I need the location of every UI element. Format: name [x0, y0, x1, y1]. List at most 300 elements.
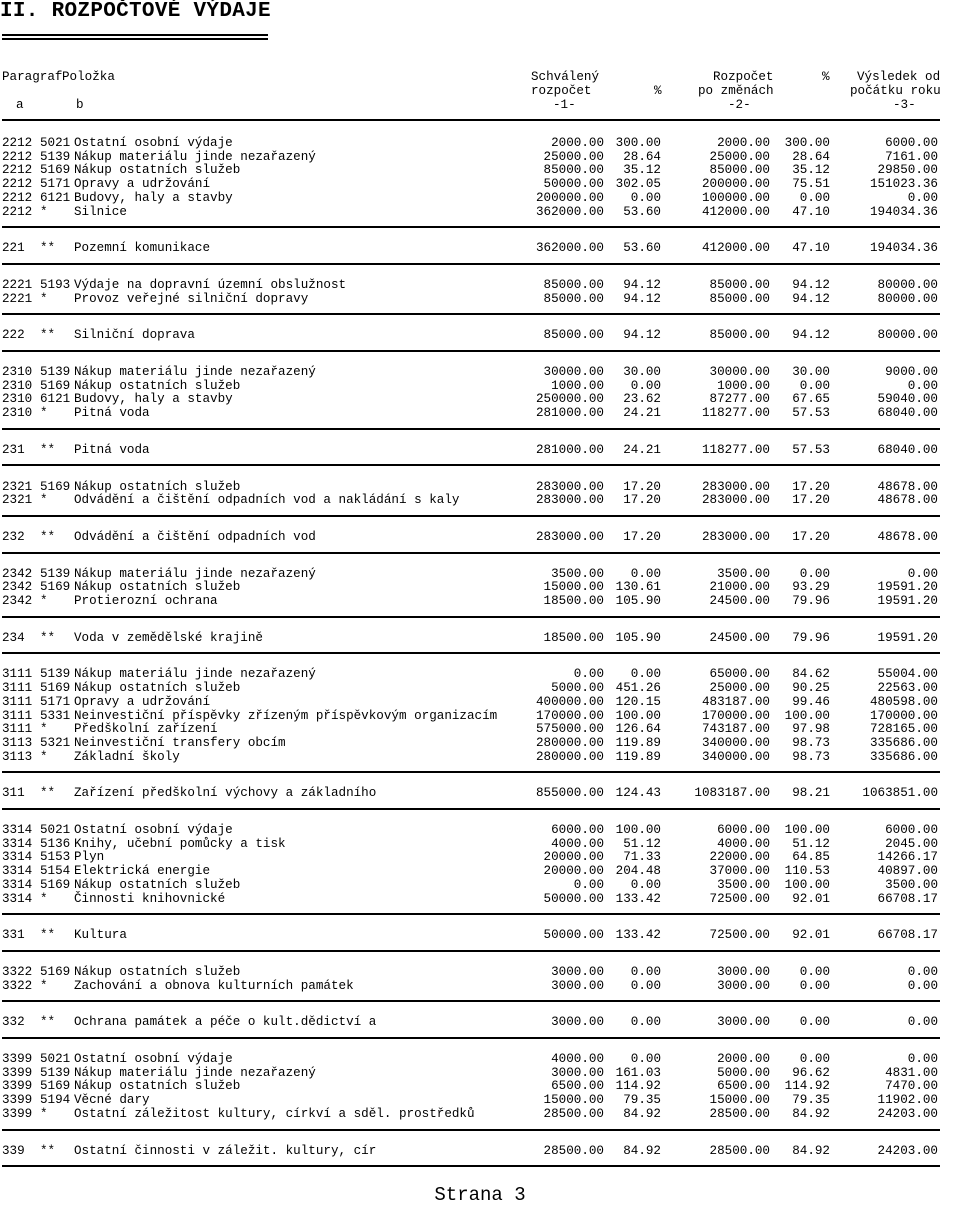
paragraf-cell: 3314: [2, 850, 33, 865]
pct2-cell: 0.00: [799, 378, 830, 393]
schvaleny-cell: 1000.00: [551, 378, 604, 393]
polozka-cell: 5171: [40, 177, 71, 192]
header-po-zmenach: po změnách: [698, 84, 774, 98]
polozka-cell: *: [40, 978, 48, 993]
polozka-cell: **: [40, 442, 56, 457]
group-total-row: [0, 443, 960, 457]
paragraf-cell: 2310: [2, 406, 33, 421]
pct2-cell: 300.00: [784, 136, 830, 150]
paragraf-cell: 2321: [2, 493, 33, 508]
vysledek-cell: 2045.00: [885, 836, 938, 851]
pct2-cell: 0.00: [799, 1015, 830, 1030]
vysledek-cell: 40897.00: [877, 864, 938, 879]
subtotal-row: [0, 979, 960, 993]
vysledek-cell: 19591.20: [877, 594, 938, 608]
paragraf-cell: 3111: [2, 708, 33, 723]
table-row: [0, 379, 960, 393]
item-name-cell: Opravy a udržování: [74, 177, 211, 192]
subtotal-row: [0, 892, 960, 906]
paragraf-cell: 3314: [2, 891, 33, 906]
pct2-cell: 64.85: [792, 850, 830, 865]
schvaleny-cell: 0.00: [573, 667, 604, 682]
polozka-cell: 5021: [40, 823, 71, 837]
pct1-cell: 51.12: [623, 836, 661, 851]
schvaleny-cell: 20000.00: [543, 850, 604, 865]
schvaleny-cell: 85000.00: [543, 291, 604, 306]
rozpocet-zmeny-cell: 3000.00: [717, 964, 770, 979]
paragraf-cell: 2212: [2, 136, 33, 150]
schvaleny-cell: 400000.00: [535, 694, 604, 709]
pct1-cell: 28.64: [623, 149, 661, 164]
subtotal-row: [0, 292, 960, 306]
pct1-cell: 105.90: [615, 594, 661, 608]
schvaleny-cell: 281000.00: [535, 442, 604, 457]
polozka-cell: 5139: [40, 1065, 71, 1080]
schvaleny-cell: 28500.00: [543, 1106, 604, 1121]
polozka-cell: **: [40, 1143, 56, 1158]
pct1-cell: 0.00: [630, 667, 661, 682]
pct2-cell: 94.12: [792, 328, 830, 343]
polozka-cell: 5169: [40, 163, 71, 178]
pct2-cell: 47.10: [792, 204, 830, 219]
paragraf-cell: 3314: [2, 836, 33, 851]
header-col-3: -3-: [893, 98, 916, 112]
schvaleny-cell: 4000.00: [551, 1052, 604, 1066]
paragraf-cell: 234: [2, 630, 25, 645]
paragraf-cell: 3399: [2, 1093, 33, 1108]
pct1-cell: 24.21: [623, 406, 661, 421]
paragraf-cell: 2342: [2, 580, 33, 595]
rozpocet-zmeny-cell: 72500.00: [709, 928, 770, 943]
rozpocet-zmeny-cell: 1000.00: [717, 378, 770, 393]
table-row: [0, 1052, 960, 1066]
paragraf-cell: 2212: [2, 163, 33, 178]
polozka-cell: *: [40, 594, 48, 608]
schvaleny-cell: 15000.00: [543, 1093, 604, 1108]
rozpocet-zmeny-cell: 25000.00: [709, 681, 770, 696]
item-name-cell: Nákup ostatních služeb: [74, 681, 241, 696]
pct1-cell: 53.60: [623, 241, 661, 256]
polozka-cell: 5169: [40, 964, 71, 979]
pct2-cell: 99.46: [792, 694, 830, 709]
vysledek-cell: 335686.00: [869, 735, 938, 750]
table-row: [0, 667, 960, 681]
pct2-cell: 84.62: [792, 667, 830, 682]
paragraf-cell: 3111: [2, 694, 33, 709]
vysledek-cell: 728165.00: [869, 722, 938, 737]
paragraf-cell: 3322: [2, 978, 33, 993]
title-underline: [2, 38, 268, 40]
polozka-cell: *: [40, 891, 48, 906]
item-name-cell: Protierozní ochrana: [74, 594, 218, 608]
item-name-cell: Nákup materiálu jinde nezařazený: [74, 667, 316, 682]
pct2-cell: 93.29: [792, 580, 830, 595]
group-total-row: [0, 928, 960, 942]
schvaleny-cell: 28500.00: [543, 1143, 604, 1158]
item-name-cell: Ostatní osobní výdaje: [74, 823, 233, 837]
pct2-cell: 30.00: [792, 365, 830, 379]
vysledek-cell: 6000.00: [885, 823, 938, 837]
vysledek-cell: 1063851.00: [862, 786, 938, 801]
item-name-cell: Plyn: [74, 850, 105, 865]
paragraf-cell: 2212: [2, 149, 33, 164]
rozpocet-zmeny-cell: 28500.00: [709, 1143, 770, 1158]
polozka-cell: **: [40, 928, 56, 943]
schvaleny-cell: 283000.00: [535, 479, 604, 494]
pct2-cell: 17.20: [792, 529, 830, 544]
vysledek-cell: 335686.00: [869, 749, 938, 764]
paragraf-cell: 3399: [2, 1065, 33, 1080]
polozka-cell: *: [40, 291, 48, 306]
item-name-cell: Neinvestiční příspěvky zřízeným příspěvkovým organizacím: [74, 708, 498, 723]
schvaleny-cell: 18500.00: [543, 594, 604, 608]
group-total-row: [0, 1144, 960, 1158]
pct1-cell: 0.00: [630, 1015, 661, 1030]
pct2-cell: 98.73: [792, 735, 830, 750]
table-row: [0, 681, 960, 695]
pct1-cell: 17.20: [623, 529, 661, 544]
schvaleny-cell: 281000.00: [535, 406, 604, 421]
pct1-cell: 79.35: [623, 1093, 661, 1108]
rozpocet-zmeny-cell: 85000.00: [709, 291, 770, 306]
paragraf-cell: 331: [2, 928, 25, 943]
table-row: [0, 837, 960, 851]
paragraf-cell: 2212: [2, 177, 33, 192]
pct2-cell: 0.00: [799, 1052, 830, 1066]
vysledek-cell: 59040.00: [877, 392, 938, 407]
polozka-cell: 5169: [40, 877, 71, 892]
pct1-cell: 0.00: [630, 566, 661, 581]
pct2-cell: 28.64: [792, 149, 830, 164]
group-separator: [2, 1000, 940, 1002]
title-underline: [2, 34, 268, 36]
polozka-cell: *: [40, 204, 48, 219]
group-separator: [2, 913, 940, 915]
polozka-cell: 6121: [40, 190, 71, 205]
pct2-cell: 35.12: [792, 163, 830, 178]
group-separator: [2, 1129, 940, 1131]
vysledek-cell: 170000.00: [869, 708, 938, 723]
polozka-cell: **: [40, 241, 56, 256]
vysledek-cell: 68040.00: [877, 406, 938, 421]
polozka-cell: *: [40, 493, 48, 508]
rozpocet-zmeny-cell: 2000.00: [717, 136, 770, 150]
schvaleny-cell: 170000.00: [535, 708, 604, 723]
pct1-cell: 133.42: [615, 928, 661, 943]
group-total-row: [0, 530, 960, 544]
vysledek-cell: 14266.17: [877, 850, 938, 865]
pct1-cell: 94.12: [623, 291, 661, 306]
rozpocet-zmeny-cell: 170000.00: [701, 708, 770, 723]
header-rule: [2, 119, 940, 121]
pct2-cell: 98.73: [792, 749, 830, 764]
schvaleny-cell: 5000.00: [551, 681, 604, 696]
item-name-cell: Pitná voda: [74, 442, 150, 457]
rozpocet-zmeny-cell: 72500.00: [709, 891, 770, 906]
rozpocet-zmeny-cell: 3500.00: [717, 566, 770, 581]
subtotal-row: [0, 722, 960, 736]
pct1-cell: 17.20: [623, 479, 661, 494]
pct2-cell: 92.01: [792, 891, 830, 906]
subtotal-row: [0, 750, 960, 764]
pct2-cell: 0.00: [799, 190, 830, 205]
rozpocet-zmeny-cell: 6000.00: [717, 823, 770, 837]
polozka-cell: 5153: [40, 850, 71, 865]
table-row: [0, 965, 960, 979]
header-pocatku-roku: počátku roku: [850, 84, 941, 98]
paragraf-cell: 3314: [2, 823, 33, 837]
polozka-cell: 5139: [40, 566, 71, 581]
paragraf-cell: 3322: [2, 964, 33, 979]
vysledek-cell: 11902.00: [877, 1093, 938, 1108]
pct1-cell: 30.00: [623, 365, 661, 379]
vysledek-cell: 19591.20: [877, 630, 938, 645]
rozpocet-zmeny-cell: 283000.00: [701, 479, 770, 494]
vysledek-cell: 19591.20: [877, 580, 938, 595]
header-pct-1: %: [654, 84, 662, 98]
table-row: [0, 177, 960, 191]
paragraf-cell: 2310: [2, 365, 33, 379]
table-row: [0, 878, 960, 892]
pct2-cell: 0.00: [799, 978, 830, 993]
schvaleny-cell: 362000.00: [535, 241, 604, 256]
table-row: [0, 567, 960, 581]
item-name-cell: Opravy a udržování: [74, 694, 211, 709]
table-row: [0, 864, 960, 878]
pct1-cell: 94.12: [623, 277, 661, 292]
polozka-cell: 5169: [40, 479, 71, 494]
item-name-cell: Činnosti knihovnické: [74, 891, 226, 906]
item-name-cell: Ochrana památek a péče o kult.dědictví a: [74, 1015, 377, 1030]
polozka-cell: 5169: [40, 378, 71, 393]
table-row: [0, 1093, 960, 1107]
pct1-cell: 84.92: [623, 1106, 661, 1121]
header-paragraf: Paragraf: [2, 70, 63, 84]
rozpocet-zmeny-cell: 24500.00: [709, 630, 770, 645]
pct1-cell: 451.26: [615, 681, 661, 696]
schvaleny-cell: 6000.00: [551, 823, 604, 837]
paragraf-cell: 2342: [2, 594, 33, 608]
table-row: [0, 709, 960, 723]
pct1-cell: 133.42: [615, 891, 661, 906]
polozka-cell: **: [40, 1015, 56, 1030]
item-name-cell: Nákup ostatních služeb: [74, 163, 241, 178]
polozka-cell: *: [40, 406, 48, 421]
item-name-cell: Nákup ostatních služeb: [74, 877, 241, 892]
pct1-cell: 120.15: [615, 694, 661, 709]
pct2-cell: 97.98: [792, 722, 830, 737]
item-name-cell: Ostatní osobní výdaje: [74, 136, 233, 150]
polozka-cell: **: [40, 786, 56, 801]
schvaleny-cell: 3000.00: [551, 978, 604, 993]
pct2-cell: 0.00: [799, 964, 830, 979]
schvaleny-cell: 85000.00: [543, 277, 604, 292]
polozka-cell: 5136: [40, 836, 71, 851]
pct1-cell: 119.89: [615, 735, 661, 750]
pct1-cell: 300.00: [615, 136, 661, 150]
group-separator: [2, 552, 940, 554]
schvaleny-cell: 18500.00: [543, 630, 604, 645]
rozpocet-zmeny-cell: 65000.00: [709, 667, 770, 682]
rozpocet-zmeny-cell: 3000.00: [717, 978, 770, 993]
pct2-cell: 57.53: [792, 442, 830, 457]
item-name-cell: Nákup ostatních služeb: [74, 479, 241, 494]
pct2-cell: 84.92: [792, 1106, 830, 1121]
rozpocet-zmeny-cell: 37000.00: [709, 864, 770, 879]
vysledek-cell: 24203.00: [877, 1106, 938, 1121]
rozpocet-zmeny-cell: 1083187.00: [694, 786, 770, 801]
rozpocet-zmeny-cell: 21000.00: [709, 580, 770, 595]
pct2-cell: 92.01: [792, 928, 830, 943]
pct1-cell: 124.43: [615, 786, 661, 801]
vysledek-cell: 48678.00: [877, 529, 938, 544]
polozka-cell: 5321: [40, 735, 71, 750]
table-row: [0, 163, 960, 177]
schvaleny-cell: 50000.00: [543, 177, 604, 192]
paragraf-cell: 311: [2, 786, 25, 801]
item-name-cell: Zachování a obnova kulturních památek: [74, 978, 354, 993]
vysledek-cell: 7161.00: [885, 149, 938, 164]
paragraf-cell: 2212: [2, 190, 33, 205]
vysledek-cell: 0.00: [907, 378, 938, 393]
rozpocet-zmeny-cell: 340000.00: [701, 735, 770, 750]
rozpocet-zmeny-cell: 283000.00: [701, 529, 770, 544]
group-separator: [2, 771, 940, 773]
item-name-cell: Budovy, haly a stavby: [74, 190, 233, 205]
subtotal-row: [0, 406, 960, 420]
rozpocet-zmeny-cell: 85000.00: [709, 328, 770, 343]
paragraf-cell: 3111: [2, 722, 33, 737]
group-separator: [2, 1165, 940, 1167]
schvaleny-cell: 15000.00: [543, 580, 604, 595]
item-name-cell: Kultura: [74, 928, 127, 943]
group-total-row: [0, 786, 960, 800]
vysledek-cell: 0.00: [907, 190, 938, 205]
subtotal-row: [0, 594, 960, 608]
pct2-cell: 79.96: [792, 594, 830, 608]
polozka-cell: 5169: [40, 1079, 71, 1094]
table-row: [0, 191, 960, 205]
pct2-cell: 67.65: [792, 392, 830, 407]
rozpocet-zmeny-cell: 2000.00: [717, 1052, 770, 1066]
rozpocet-zmeny-cell: 100000.00: [701, 190, 770, 205]
rozpocet-zmeny-cell: 22000.00: [709, 850, 770, 865]
rozpocet-zmeny-cell: 24500.00: [709, 594, 770, 608]
schvaleny-cell: 85000.00: [543, 328, 604, 343]
schvaleny-cell: 50000.00: [543, 928, 604, 943]
vysledek-cell: 48678.00: [877, 479, 938, 494]
vysledek-cell: 194034.36: [869, 204, 938, 219]
polozka-cell: 5139: [40, 149, 71, 164]
paragraf-cell: 232: [2, 529, 25, 544]
group-separator: [2, 464, 940, 466]
paragraf-cell: 2212: [2, 204, 33, 219]
pct2-cell: 0.00: [799, 566, 830, 581]
group-total-row: [0, 241, 960, 255]
item-name-cell: Zařízení předškolní výchovy a základního: [74, 786, 377, 801]
item-name-cell: Nákup materiálu jinde nezařazený: [74, 1065, 316, 1080]
vysledek-cell: 9000.00: [885, 365, 938, 379]
rozpocet-zmeny-cell: 30000.00: [709, 365, 770, 379]
pct1-cell: 0.00: [630, 964, 661, 979]
pct1-cell: 23.62: [623, 392, 661, 407]
item-name-cell: Nákup ostatních služeb: [74, 580, 241, 595]
polozka-cell: **: [40, 529, 56, 544]
schvaleny-cell: 3000.00: [551, 1065, 604, 1080]
item-name-cell: Silnice: [74, 204, 127, 219]
table-row: [0, 150, 960, 164]
pct2-cell: 84.92: [792, 1143, 830, 1158]
vysledek-cell: 0.00: [907, 1015, 938, 1030]
table-row: [0, 823, 960, 837]
item-name-cell: Silniční doprava: [74, 328, 195, 343]
polozka-cell: *: [40, 1106, 48, 1121]
table-row: [0, 736, 960, 750]
rozpocet-zmeny-cell: 118277.00: [701, 442, 770, 457]
rozpocet-zmeny-cell: 28500.00: [709, 1106, 770, 1121]
paragraf-cell: 3399: [2, 1079, 33, 1094]
pct2-cell: 90.25: [792, 681, 830, 696]
item-name-cell: Neinvestiční transfery obcím: [74, 735, 286, 750]
group-separator: [2, 1037, 940, 1039]
pct1-cell: 0.00: [630, 877, 661, 892]
schvaleny-cell: 200000.00: [535, 190, 604, 205]
pct1-cell: 53.60: [623, 204, 661, 219]
pct1-cell: 94.12: [623, 328, 661, 343]
item-name-cell: Výdaje na dopravní územní obslužnost: [74, 277, 347, 292]
subtotal-row: [0, 493, 960, 507]
vysledek-cell: 0.00: [907, 964, 938, 979]
vysledek-cell: 68040.00: [877, 442, 938, 457]
group-separator: [2, 226, 940, 228]
pct1-cell: 35.12: [623, 163, 661, 178]
vysledek-cell: 0.00: [907, 978, 938, 993]
table-row: [0, 1079, 960, 1093]
group-separator: [2, 616, 940, 618]
schvaleny-cell: 25000.00: [543, 149, 604, 164]
schvaleny-cell: 2000.00: [551, 136, 604, 150]
rozpocet-zmeny-cell: 4000.00: [717, 836, 770, 851]
pct1-cell: 0.00: [630, 1052, 661, 1066]
rozpocet-zmeny-cell: 15000.00: [709, 1093, 770, 1108]
rozpocet-zmeny-cell: 87277.00: [709, 392, 770, 407]
paragraf-cell: 221: [2, 241, 25, 256]
rozpocet-zmeny-cell: 200000.00: [701, 177, 770, 192]
paragraf-cell: 231: [2, 442, 25, 457]
header-polozka: Položka: [62, 70, 115, 84]
schvaleny-cell: 4000.00: [551, 836, 604, 851]
schvaleny-cell: 3000.00: [551, 964, 604, 979]
rozpocet-zmeny-cell: 6500.00: [717, 1079, 770, 1094]
polozka-cell: 6121: [40, 392, 71, 407]
item-name-cell: Elektrická energie: [74, 864, 211, 879]
group-separator: [2, 515, 940, 517]
vysledek-cell: 7470.00: [885, 1079, 938, 1094]
schvaleny-cell: 280000.00: [535, 749, 604, 764]
pct2-cell: 94.12: [792, 291, 830, 306]
pct2-cell: 79.35: [792, 1093, 830, 1108]
item-name-cell: Knihy, učební pomůcky a tisk: [74, 836, 286, 851]
rozpocet-zmeny-cell: 412000.00: [701, 204, 770, 219]
polozka-cell: 5171: [40, 694, 71, 709]
polozka-cell: *: [40, 722, 48, 737]
group-separator: [2, 950, 940, 952]
rozpocet-zmeny-cell: 5000.00: [717, 1065, 770, 1080]
group-total-row: [0, 1015, 960, 1029]
paragraf-cell: 2310: [2, 378, 33, 393]
subtotal-row: [0, 1107, 960, 1121]
rozpocet-zmeny-cell: 340000.00: [701, 749, 770, 764]
